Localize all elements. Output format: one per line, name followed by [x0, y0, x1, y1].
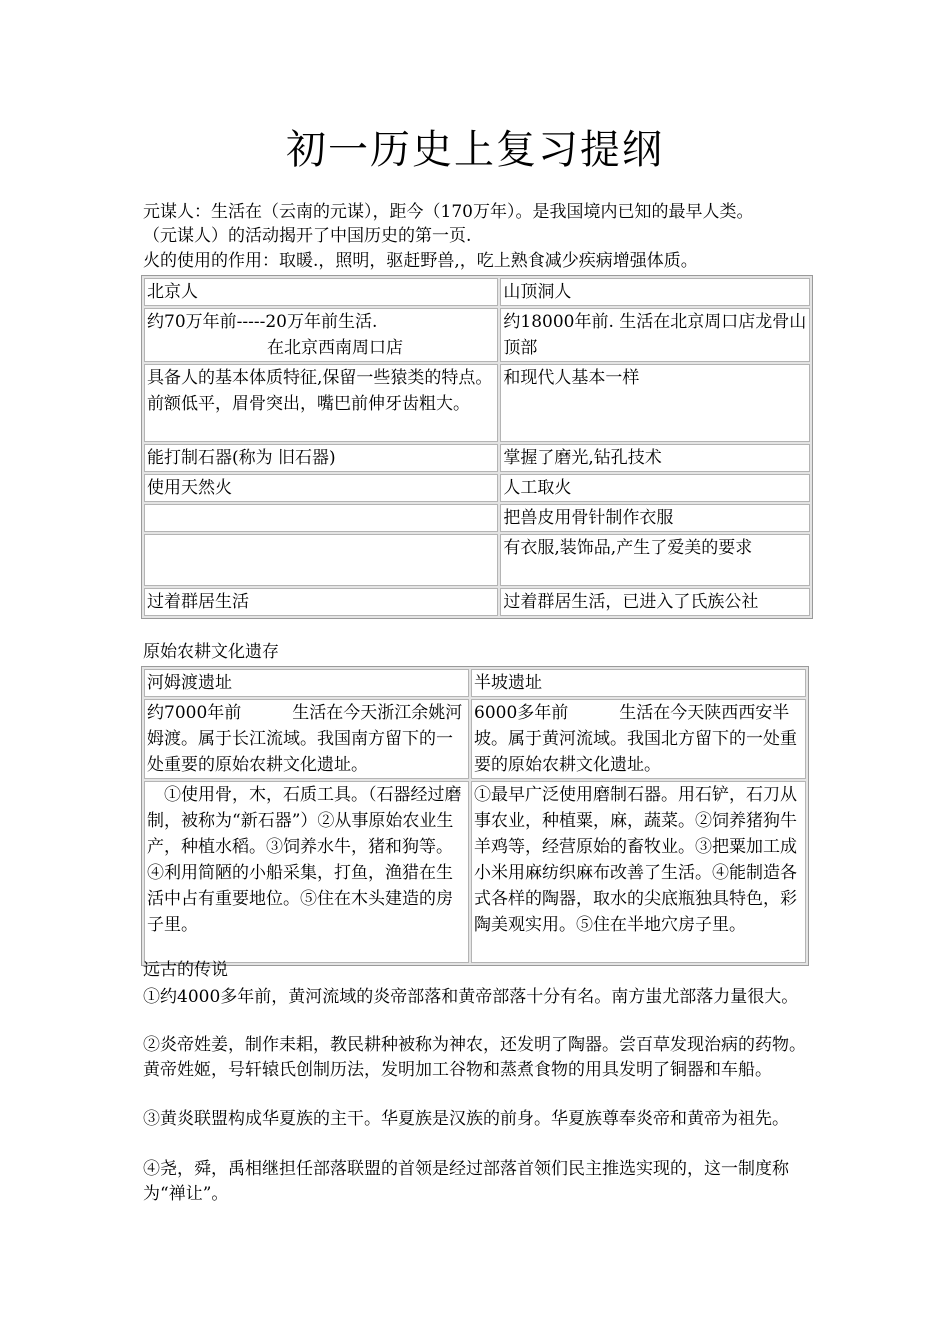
farming-sites-table — [141, 666, 809, 966]
intro-line-3: 火的使用的作用：取暖.，照明，驱赶野兽,，吃上熟食减少疾病增强体质。 — [143, 251, 698, 271]
table-row — [144, 474, 810, 502]
legend-item-1: ①约4000多年前，黄河流域的炎帝部落和黄帝部落十分有名。南方蚩尤部落力量很大。 — [143, 987, 799, 1007]
table-cell: 掌握了磨光,钻孔技术 — [500, 444, 810, 472]
table-row — [144, 444, 810, 472]
table-cell: 人工取火 — [500, 474, 810, 502]
legend-item-2: ②炎帝姓姜，制作耒耜，教民耕种被称为神农，还发明了陶器。尝百草发现治病的药物。 黄帝姓姬，号轩辕氏创制历法，发明加工谷物和蒸煮食物的用具发明了铜器和车船。 — [143, 1035, 866, 1080]
table-cell: 能打制石器(称为 旧石器) — [144, 444, 498, 472]
table-cell: 和现代人基本一样 — [500, 364, 810, 442]
table-row — [144, 364, 810, 442]
ancient-humans-table — [141, 275, 813, 619]
table-cell: 约18000年前. 生活在北京周口店龙骨山顶部 — [500, 308, 810, 362]
table-cell: 使用天然火 — [144, 474, 498, 502]
table-cell: 把兽皮用骨针制作衣服 — [500, 504, 810, 532]
table-row — [144, 534, 810, 586]
table-cell: 半坡遗址 — [471, 669, 806, 697]
table-cell: 过着群居生活 — [144, 588, 498, 616]
table-cell: 具备人的基本体质特征,保留一些猿类的特点。前额低平，眉骨突出，嘴巴前伸牙齿粗大。 — [144, 364, 498, 442]
table-row — [144, 504, 810, 532]
table-cell: 河姆渡遗址 — [144, 669, 469, 697]
section-heading-legends: 远古的传说 — [143, 960, 228, 980]
table-cell: 有衣服,装饰品,产生了爱美的要求 — [500, 534, 810, 586]
table-cell: 北京人 — [144, 278, 498, 306]
legend-item-4: ④尧，舜，禹相继担任部落联盟的首领是经过部落首领们民主推选实现的，这一制度称为“禅让”。 — [143, 1159, 789, 1204]
intro-line-2: （元谋人）的活动揭开了中国历史的第一页. — [143, 226, 472, 246]
intro-line-1: 元谋人：生活在（云南的元谋），距今（170万年）。是我国境内已知的最早人类。 — [143, 202, 754, 222]
table-cell: ①最早广泛使用磨制石器。用石铲，石刀从事农业，种植粟，麻，蔬菜。②饲养猪狗牛羊鸡等，经营原始的畜牧业。③把粟加工成小米用麻纺织麻布改善了生活。④能制造各式各样的陶器，取水的尖底瓶独具特色，彩陶美观实用。⑤住在半地穴房子里。 — [471, 781, 806, 963]
table-row — [144, 669, 806, 697]
table-cell — [144, 308, 498, 362]
table-row — [144, 278, 810, 306]
table-row — [144, 308, 810, 362]
table-cell — [144, 534, 498, 586]
table-cell: 6000多年前 生活在今天陕西西安半坡。属于黄河流域。我国北方留下的一处重要的原始农耕文化遗址。 — [471, 699, 806, 779]
legend-item-3: ③黄炎联盟构成华夏族的主干。华夏族是汉族的前身。华夏族尊奉炎帝和黄帝为祖先。 — [143, 1109, 789, 1129]
table-row — [144, 699, 806, 779]
table-cell — [144, 504, 498, 532]
cell-line: 约70万年前-----20万年前生活. — [147, 312, 378, 332]
table-cell: 约7000年前 生活在今天浙江余姚河姆渡。属于长江流域。我国南方留下的一处重要的原始农耕文化遗址。 — [144, 699, 469, 779]
table-cell: ①使用骨，木，石质工具。（石器经过磨制，被称为“新石器”）②从事原始农业生产，种植水稻。③饲养水牛，猪和狗等。④利用简陋的小船采集，打鱼，渔猎在生活中占有重要地位。⑤住在木头建造的房子里。 — [144, 781, 469, 963]
document-title: 初一历史上复习提纲 — [286, 127, 664, 173]
table-row — [144, 588, 810, 616]
section-heading-farming: 原始农耕文化遗存 — [143, 642, 279, 662]
table-cell: 山顶洞人 — [500, 278, 810, 306]
table-row — [144, 781, 806, 963]
table-cell: 过着群居生活，已进入了氏族公社 — [500, 588, 810, 616]
cell-line: 在北京西南周口店 — [267, 338, 403, 358]
